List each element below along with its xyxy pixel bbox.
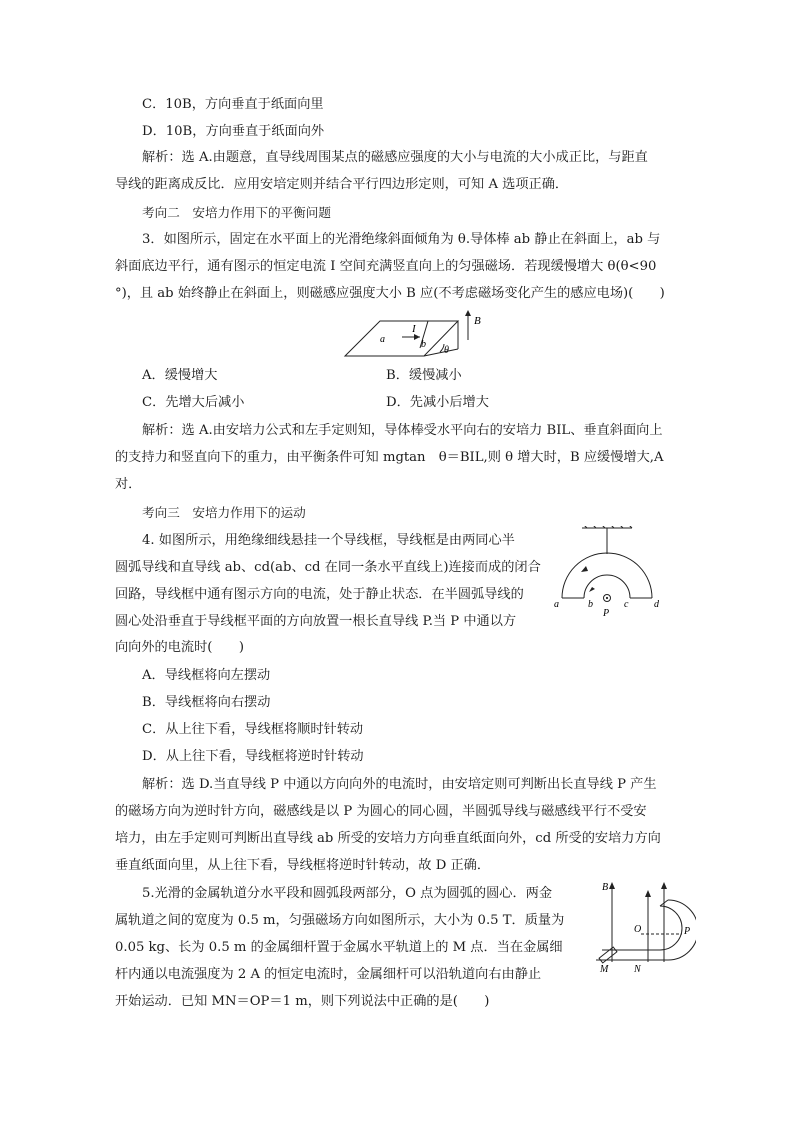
- analysis-4-line1: 解析：选 D.当直导线 P 中通以方向向外的电流时，由安培定则可判断出长直导线 P 产生: [142, 777, 657, 792]
- label-o: O: [634, 924, 642, 935]
- analysis-4-line2: 的磁场方向为逆时针方向，磁感线是以 P 为圆心的同心圆，半圆弧导线与磁感线平行不受安: [115, 804, 647, 819]
- section-heading-3: 考向三 安培力作用下的运动: [142, 505, 306, 520]
- q4-option-b: B．导线框将向右摆动: [142, 695, 271, 710]
- label-a: a: [554, 599, 559, 610]
- q4-line4: 圆心处沿垂直于导线框平面的方向放置一根长直导线 P.当 P 中通以方: [115, 614, 517, 629]
- q3-option-b: B．缓慢减小: [386, 368, 462, 383]
- rail-figure: [586, 876, 696, 990]
- incline-figure: [340, 308, 500, 366]
- label-c: c: [624, 599, 629, 610]
- option-d-prev: D．10B，方向垂直于纸面向外: [142, 124, 325, 139]
- field-label: B: [602, 882, 609, 893]
- q4-line5: 向向外的电流时( ): [115, 640, 244, 655]
- q4-line1: 4. 如图所示，用绝缘细线悬挂一个导线框，导线框是由两同心半: [142, 533, 515, 548]
- q5-line1: 5.光滑的金属轨道分水平段和圆弧段两部分，O 点为圆弧的圆心．两金: [142, 886, 553, 901]
- q4-option-c: C．从上往下看，导线框将顺时针转动: [142, 722, 364, 737]
- q4-option-a: A．导线框将向左摆动: [142, 668, 271, 683]
- label-b: b: [588, 599, 593, 610]
- label-n: N: [634, 964, 641, 975]
- option-c-prev: C．10B，方向垂直于纸面向里: [142, 97, 324, 112]
- q3-line3: °)，且 ab 始终静止在斜面上，则磁感应强度大小 B 应(不考虑磁场变化产生的感应电场)( ): [115, 286, 665, 301]
- q3-option-d: D．先减小后增大: [386, 395, 489, 410]
- q5-line5: 开始运动．已知 MN＝OP＝1 m，则下列说法中正确的是( ): [115, 994, 490, 1009]
- q5-line4: 杆内通以电流强度为 2 A 的恒定电流时，金属细杆可以沿轨道向右由静止: [115, 967, 542, 982]
- section-heading-2: 考向二 安培力作用下的平衡问题: [142, 205, 331, 220]
- current-label: I: [412, 323, 416, 335]
- q5-line2: 属轨道之间的宽度为 0.5 m，匀强磁场方向如图所示，大小为 0.5 T．质量为: [115, 913, 565, 928]
- analysis-3-line2: 的支持力和竖直向下的重力，由平衡条件可知 mgtan θ＝BIL,则 θ 增大时，B 应缓慢增大,A: [115, 450, 664, 465]
- q3-option-c: C．先增大后减小: [142, 395, 245, 410]
- label-a: a: [380, 334, 385, 345]
- analysis-2-line2: 导线的距离成反比．应用安培定则并结合平行四边形定则，可知 A 选项正确．: [115, 177, 569, 192]
- analysis-3-line3: 对．: [115, 477, 142, 492]
- label-p: P: [603, 608, 610, 619]
- field-label: B: [474, 315, 481, 327]
- analysis-3-line1: 解析：选 A.由安培力公式和左手定则知，导体棒受水平向右的安培力 BIL、垂直斜面向上: [142, 423, 663, 438]
- label-b: b: [421, 339, 426, 350]
- analysis-2-line1: 解析：选 A.由题意，直导线周围某点的磁感应强度的大小与电流的大小成正比，与距直: [142, 150, 648, 165]
- label-p: P: [684, 926, 691, 937]
- wire-frame-figure: [548, 526, 668, 626]
- label-m: M: [600, 964, 609, 975]
- q3-option-a: A．缓慢增大: [142, 368, 218, 383]
- analysis-4-line3: 培力，由左手定则可判断出直导线 ab 所受的安培力方向垂直纸面向外，cd 所受的安培力方向: [115, 831, 661, 846]
- q3-line2: 斜面底边平行，通有图示的恒定电流 I 空间充满竖直向上的匀强磁场．若现缓慢增大 θ(θ<90: [115, 259, 657, 274]
- q3-line1: 3．如图所示，固定在水平面上的光滑绝缘斜面倾角为 θ.导体棒 ab 静止在斜面上，ab 与: [142, 232, 661, 247]
- angle-label: θ: [444, 345, 449, 356]
- q4-line2: 圆弧导线和直导线 ab、cd(ab、cd 在同一条水平直线上)连接而成的闭合: [115, 560, 541, 575]
- label-d: d: [654, 599, 659, 610]
- q4-line3: 回路，导线框中通有图示方向的电流，处于静止状态．在半圆弧导线的: [115, 587, 524, 602]
- q4-option-d: D．从上往下看，导线框将逆时针转动: [142, 749, 364, 764]
- analysis-4-line4: 垂直纸面向里，从上往下看，导线框将逆时针转动，故 D 正确．: [115, 858, 491, 873]
- q5-line3: 0.05 kg、长为 0.5 m 的金属细杆置于金属水平轨道上的 M 点．当在金属细: [115, 940, 563, 955]
